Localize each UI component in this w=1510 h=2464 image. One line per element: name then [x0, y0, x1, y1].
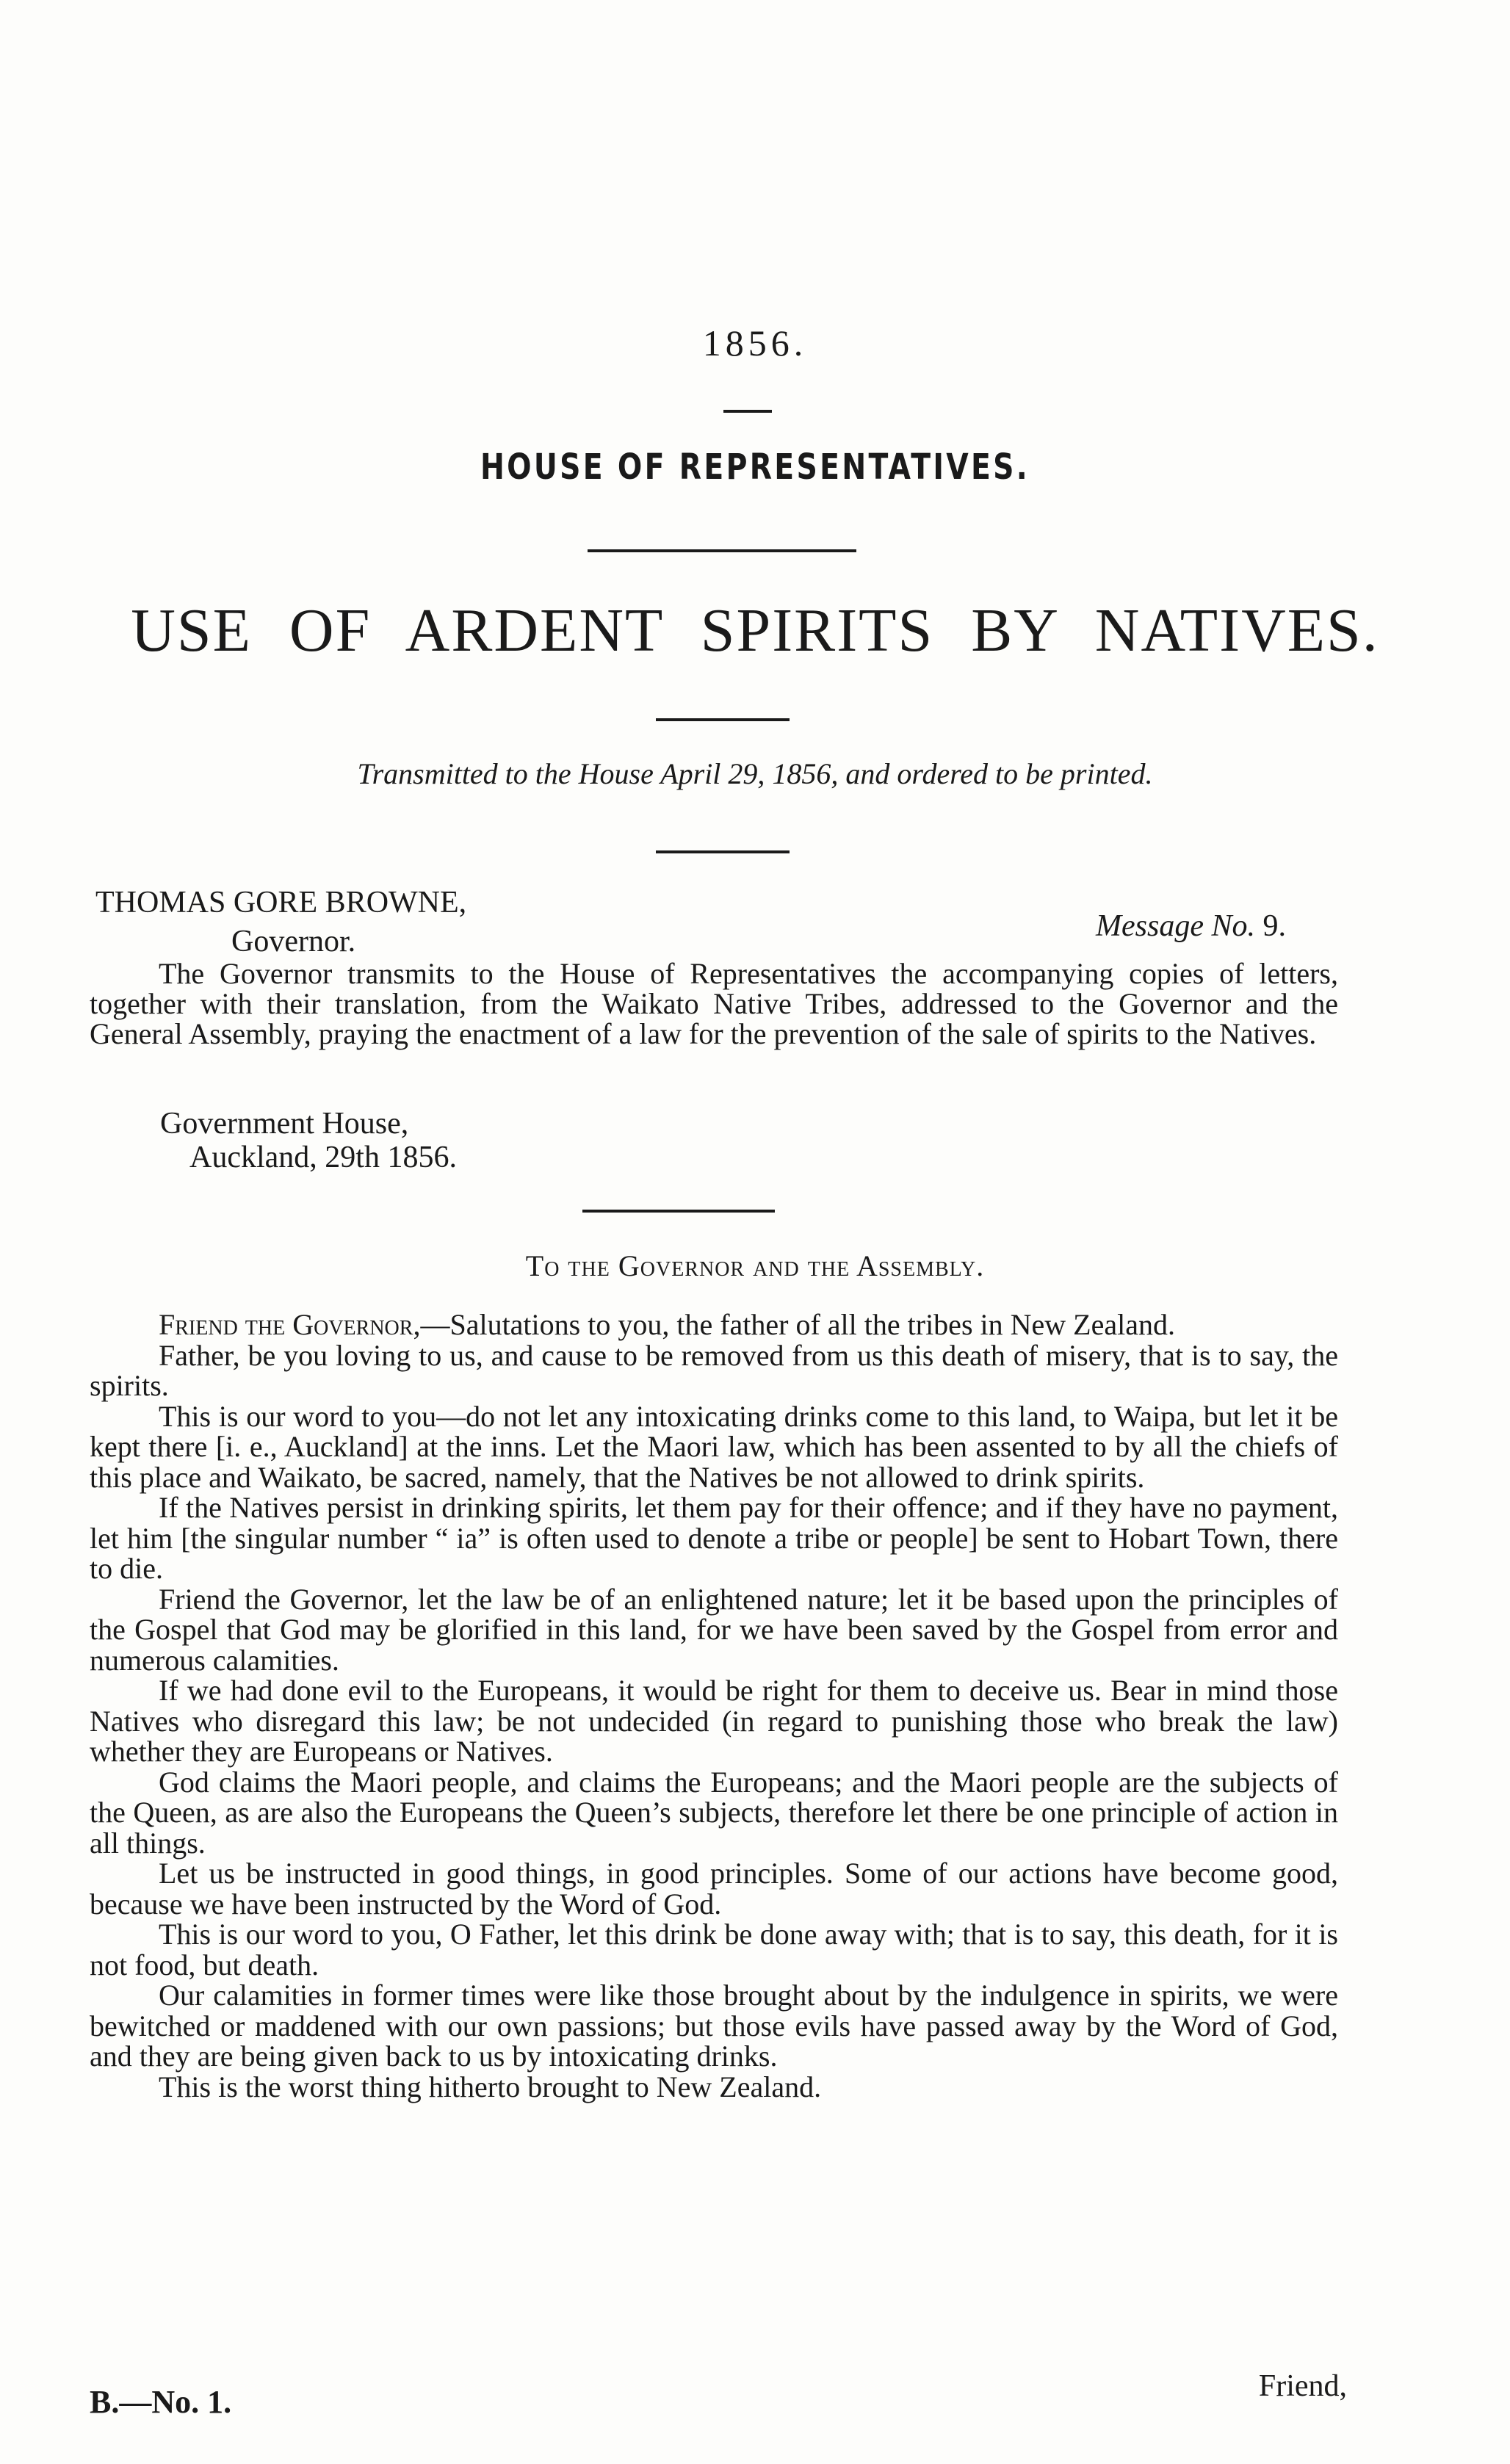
letter-paragraph: Our calamities in former times were like those brought about by the indulgence in spirits, we were bewitched or maddened with our own passions; but those evils have passed away by the Word of God, and they are being given back to us by intoxicating drinks. [90, 1979, 1338, 2073]
rule-divider [723, 410, 772, 413]
letter-paragraph: This is our word to you—do not let any intoxicating drinks come to this land, to Waipa, but let it be kept there [i. e., Auckland] at the inns. Let the Maori law, which has been assented to by all the chiefs of this place and Waikato, be sacred, namely, that the Natives be not allowed to drink spirits. [90, 1399, 1338, 1494]
letter-paragraph: If the Natives persist in drinking spirits, let them pay for their offence; and if they have no payment, let him [the singular number “ ia” is often used to denote a tribe or people] be sent to Hobart Town, there to die. [90, 1491, 1338, 1585]
letter-paragraph: If we had done evil to the Europeans, it would be right for them to deceive us. Bear in mind those Natives who disregard this law; be not undecided (in regard to punishing those who break the law) whether they are Europeans or Natives. [90, 1674, 1338, 1768]
letter-paragraph-text: —Salutations to you, the father of all the tribes in New Zealand. [420, 1308, 1175, 1341]
house-heading: HOUSE OF REPRESENTATIVES. [480, 447, 1030, 488]
message-body: The Governor transmits to the House of Representatives the accompanying copies of letters, together with their translation, from the Waikato Native Tribes, addressed to the Governor and the General Assembly, praying the enactment of a law for the prevention of the sale of spirits to the Natives. [90, 957, 1338, 1050]
address-line-2: Auckland, 29th 1856. [189, 1141, 457, 1174]
governor-title: Governor. [231, 925, 356, 958]
message-label: Message No. [1096, 909, 1255, 943]
message-number-value: 9. [1262, 909, 1286, 943]
document-reference: B.—No. 1. [90, 2384, 232, 2420]
year-heading: 1856. [702, 322, 808, 364]
address-line-1: Government House, [160, 1107, 409, 1141]
letter-paragraph: Friend the Governor, let the law be of an enlightened nature; let it be based upon the principles of the Gospel that God may be glorified in this land, for we have been saved by the Gospel from error and numerous calamities. [90, 1582, 1338, 1677]
rule-divider [588, 549, 856, 552]
catchword: Friend, [1258, 2369, 1347, 2403]
letter-paragraph: God claims the Maori people, and claims the Europeans; and the Maori people are the subjects of the Queen, as are also the Europeans the Queen’s subjects, therefore let there be one principle of action in all things. [90, 1765, 1338, 1860]
letter-paragraph: This is the worst thing hitherto brought to New Zealand. [159, 2070, 822, 2103]
governor-name: THOMAS GORE BROWNE, [95, 886, 467, 920]
letter-body [90, 1309, 1338, 2102]
rule-divider [582, 1210, 775, 1213]
letter-paragraph [90, 1309, 1338, 1340]
letter-salutation: Friend the Governor, [159, 1308, 421, 1341]
transmitted-note: Transmitted to the House April 29, 1856, and ordered to be printed. [357, 757, 1153, 790]
rule-divider [656, 850, 790, 853]
rule-divider [656, 718, 790, 721]
document-title: USE OF ARDENT SPIRITS BY NATIVES. [131, 596, 1379, 665]
letter-paragraph: Let us be instructed in good things, in good principles. Some of our actions have become good, because we have been instructed by the Word of God. [90, 1857, 1338, 1921]
letter-heading: To the Governor and the Assembly. [525, 1249, 985, 1282]
letter-paragraph: This is our word to you, O Father, let this drink be done away with; that is to say, this death, for it is not food, but death. [90, 1918, 1338, 1981]
letter-paragraph: Father, be you loving to us, and cause to be removed from us this death of misery, that is to say, the spirits. [90, 1338, 1338, 1402]
message-number [1096, 908, 1286, 944]
